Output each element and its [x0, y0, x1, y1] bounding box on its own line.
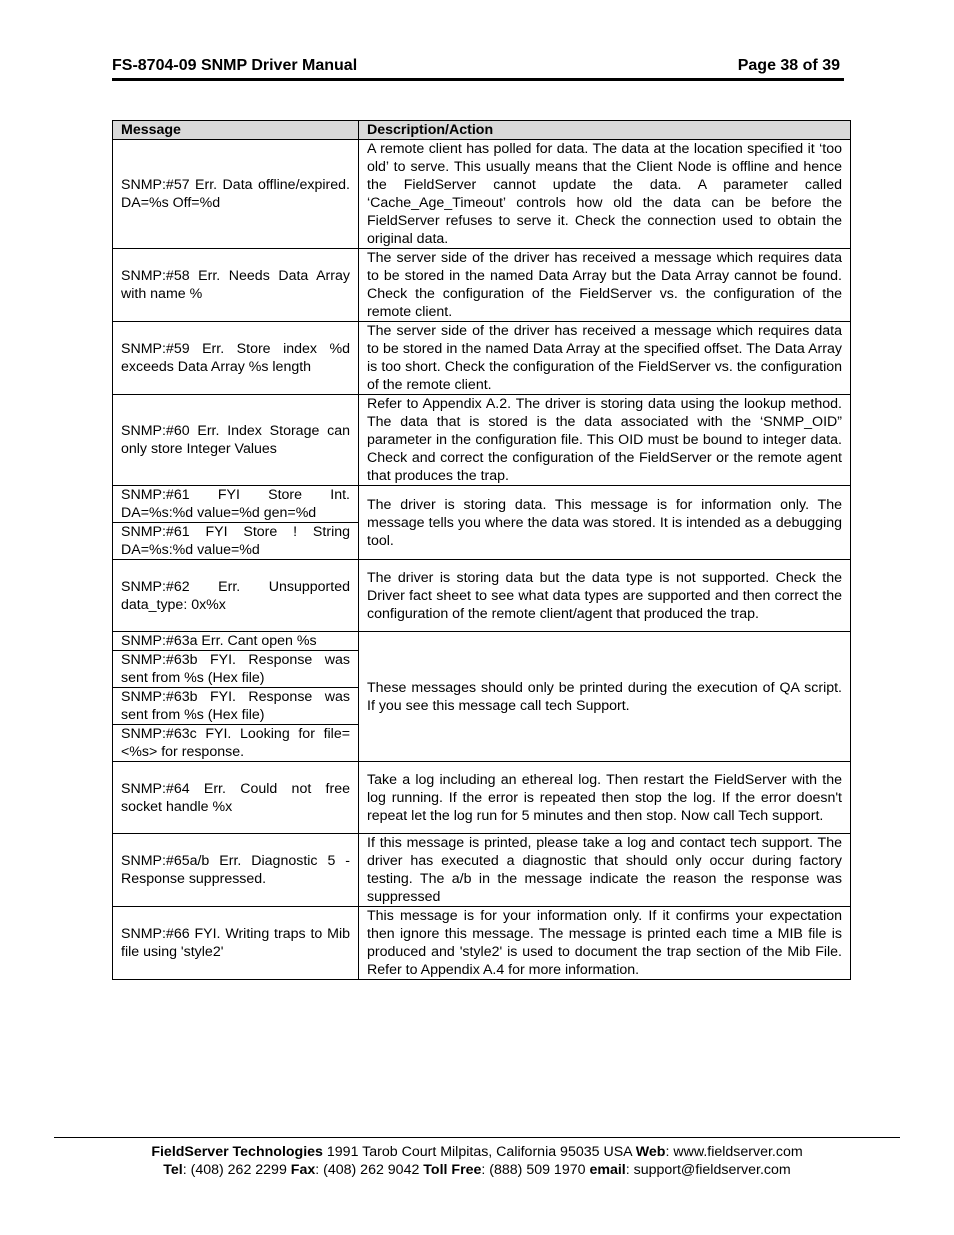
footer-tel-label: Tel: [163, 1162, 183, 1178]
message-cell: SNMP:#63b FYI. Response was sent from %s (Hex file): [113, 651, 359, 688]
table-row: [113, 907, 851, 980]
table-row: [113, 762, 851, 834]
table-row: [113, 395, 851, 486]
message-cell: SNMP:#63c FYI. Looking for file=<%s> for response.: [113, 725, 359, 762]
footer-fax-value: : (408) 262 9042: [315, 1162, 424, 1178]
message-cell: SNMP:#62 Err. Unsupported data_type: 0x%x: [113, 560, 359, 632]
footer-address-line: [54, 1143, 900, 1161]
message-cell: SNMP:#61 FYI Store ! String DA=%s:%d value=%d: [113, 523, 359, 560]
table-row: [113, 140, 851, 249]
description-cell: The driver is storing data but the data type is not supported. Check the Driver fact sheet to see what data types are supported and then correct the configuration of the remote client/agent that produced the trap.: [359, 560, 851, 632]
message-cell: SNMP:#65a/b Err. Diagnostic 5 - Response suppressed.: [113, 834, 359, 907]
document-title: FS-8704-09 SNMP Driver Manual: [112, 57, 358, 74]
description-cell: If this message is printed, please take a log and contact tech support. The driver has executed a diagnostic that should only occur during factory testing. The a/b in the message indicate the reason the response was suppressed: [359, 834, 851, 907]
message-cell: SNMP:#59 Err. Store index %d exceeds Data Array %s length: [113, 322, 359, 395]
table-row: [113, 560, 851, 632]
column-header-message: Message: [113, 121, 359, 140]
footer-tollfree-label: Toll Free: [423, 1162, 482, 1178]
table-row: [113, 249, 851, 322]
table-row: [113, 632, 851, 651]
footer-email-label: email: [589, 1162, 626, 1178]
column-header-description: Description/Action: [359, 121, 851, 140]
description-cell: These messages should only be printed during the execution of QA script. If you see this message call tech Support.: [359, 632, 851, 762]
footer-web-label: Web: [635, 1144, 666, 1160]
footer-company: FieldServer Technologies: [151, 1144, 323, 1160]
description-cell: Take a log including an ethereal log. Then restart the FieldServer with the log running. If the error is repeated then stop the log. If the error doesn't repeat let the log run for 5 minutes and then stop. Now call Tech support.: [359, 762, 851, 834]
message-cell: SNMP:#61 FYI Store Int. DA=%s:%d value=%d gen=%d: [113, 486, 359, 523]
footer-address: 1991 Tarob Court Milpitas, California 95035 USA: [322, 1144, 636, 1160]
table-row: [113, 486, 851, 523]
footer-email-value: : support@fieldserver.com: [625, 1162, 791, 1178]
footer-tollfree-value: : (888) 509 1970: [481, 1162, 590, 1178]
footer-contact-line: [54, 1161, 900, 1179]
footer-fax-label: Fax: [290, 1162, 316, 1178]
message-cell: SNMP:#58 Err. Needs Data Array with name %: [113, 249, 359, 322]
description-cell: A remote client has polled for data. The data at the location specified it ‘too old’ to serve. This usually means that the Client Node is offline and hence the FieldServer cannot update the data. A parameter called ‘Cache_Age_Timeout’ controls how old the data can be before the FieldServer refuses to serve it. Check the connection used to obtain the original data.: [359, 140, 851, 249]
description-cell: The driver is storing data. This message is for information only. The message tells you where the data was stored. It is intended as a debugging tool.: [359, 486, 851, 560]
message-cell: SNMP:#63a Err. Cant open %s: [113, 632, 359, 651]
message-cell: SNMP:#60 Err. Index Storage can only store Integer Values: [113, 395, 359, 486]
message-cell: SNMP:#63b FYI. Response was sent from %s (Hex file): [113, 688, 359, 725]
table-header-row: [113, 121, 851, 140]
message-cell: SNMP:#64 Err. Could not free socket handle %x: [113, 762, 359, 834]
message-table: [112, 120, 851, 980]
description-cell: This message is for your information only. If it confirms your expectation then ignore this message. The message is printed each time a MIB file is produced and 'style2' is used to document the trap section of the Mib File. Refer to Appendix A.4 for more information.: [359, 907, 851, 980]
message-cell: SNMP:#57 Err. Data offline/expired. DA=%s Off=%d: [113, 140, 359, 249]
message-cell: SNMP:#66 FYI. Writing traps to Mib file using 'style2': [113, 907, 359, 980]
page-number: Page 38 of 39: [737, 57, 840, 74]
table-row: [113, 834, 851, 907]
page-footer: [54, 1137, 900, 1179]
description-cell: The server side of the driver has received a message which requires data to be stored in the named Data Array but the Data Array cannot be found. Check the configuration of the FieldServer vs. the configuration of the remote client.: [359, 249, 851, 322]
footer-web-value: : www.fieldserver.com: [665, 1144, 803, 1160]
page-header: [112, 56, 844, 81]
description-cell: Refer to Appendix A.2. The driver is storing data using the lookup method. The data that is stored is the data associated with the ‘SNMP_OID” parameter in the configuration file. This OID must be bound to integer data. Check and correct the configuration of the FieldServer or the remote agent that produces the trap.: [359, 395, 851, 486]
description-cell: The server side of the driver has received a message which requires data to be stored in the named Data Array at the specified offset. The Data Array is too short. Check the configuration of the FieldServer vs. the configuration of the remote client.: [359, 322, 851, 395]
footer-tel-value: : (408) 262 2299: [182, 1162, 291, 1178]
table-row: [113, 322, 851, 395]
